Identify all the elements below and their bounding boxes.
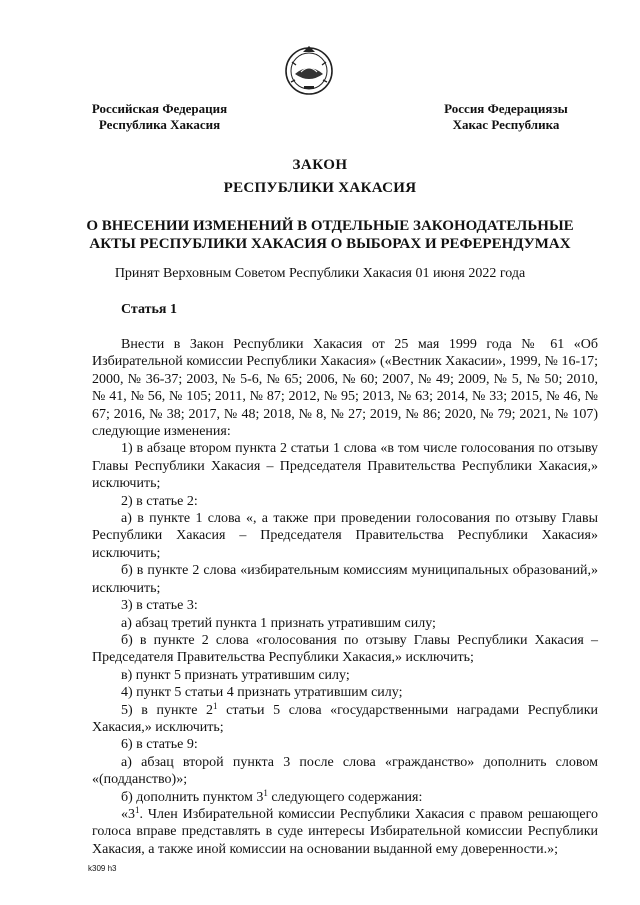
- paragraph-3c: в) пункт 5 признать утратившим силу;: [121, 667, 350, 683]
- paragraph-2a: а) в пункте 1 слова «, а также при проведении голосования по отзыву Главы Республики Хакасия – Председателя Правительства Республики Хакасия» исключить;: [92, 511, 598, 561]
- paragraph-5-sup: 1: [213, 700, 218, 711]
- paragraph-6b-pre: б) дополнить пунктом 3: [121, 789, 264, 805]
- header-right-block: [438, 101, 574, 133]
- coat-of-arms-emblem-icon: [283, 44, 335, 96]
- header-left-country: Российская Федерация: [91, 101, 228, 116]
- paragraph-1: 1) в абзаце втором пункта 2 статьи 1 слова «в том числе голосования по отзыву Главы Республики Хакасия – Председателя Правительства Республики Хакасия,» исключить;: [92, 441, 598, 492]
- paragraph-2: 2) в статье 2:: [121, 493, 198, 509]
- header-left-block: [82, 101, 237, 133]
- paragraph-6-quote-sup: 1: [135, 804, 140, 815]
- paragraph-6b-post: следующего содержания:: [267, 789, 423, 805]
- header-left-republic: Республика Хакасия: [98, 117, 221, 132]
- paragraph-4: 4) пункт 5 статьи 4 признать утратившим силу;: [121, 685, 403, 701]
- paragraph-5: [92, 702, 598, 737]
- paragraph-3b: б) в пункте 2 слова «голосования по отзыву Главы Республики Хакасия – Председателя Правительства Республики Хакасия,» исключить;: [92, 632, 598, 666]
- header-right-country: Россия Федерациязы: [444, 101, 568, 116]
- header-right-republic: Хакас Республика: [452, 117, 560, 132]
- adoption-note: Принят Верховным Советом Республики Хакасия 01 июня 2022 года: [114, 266, 526, 281]
- paragraph-5-pre: 5) в пункте 2: [121, 702, 214, 718]
- document-type: ЗАКОН: [292, 157, 348, 173]
- paragraph-3: 3) в статье 3:: [121, 598, 198, 614]
- paragraph-2b: б) в пункте 2 слова «избирательным комиссиям муниципальных образований,» исключить;: [92, 563, 598, 596]
- paragraph-6-quote: [92, 806, 598, 858]
- document-republic: РЕСПУБЛИКИ ХАКАСИЯ: [223, 180, 417, 196]
- paragraph-5-post: статьи 5 слова «государственными наградами Республики Хакасия,» исключить;: [92, 702, 598, 735]
- article-heading: Статья 1: [121, 302, 177, 317]
- paragraph-3a: а) абзац третий пункта 1 признать утратившим силу;: [121, 615, 436, 631]
- paragraph-6a: а) абзац второй пункта 3 после слова «гражданство» дополнить словом «(подданство)»;: [92, 754, 598, 788]
- paragraph-6-quote-post: . Член Избирательной комиссии Республики Хакасия с правом решающего голоса вправе представлять в суде интересы Избирательной комиссии Республики Хакасия, а также иной комиссии на основании выданной ему доверенности.»;: [92, 806, 598, 857]
- law-title: О ВНЕСЕНИИ ИЗМЕНЕНИЙ В ОТДЕЛЬНЫЕ ЗАКОНОДАТЕЛЬНЫЕ АКТЫ РЕСПУБЛИКИ ХАКАСИЯ О ВЫБОРАХ И РЕФЕРЕНДУМАХ: [86, 218, 574, 252]
- paragraph-6b: [92, 789, 598, 806]
- law-body: [92, 336, 598, 858]
- paragraph-intro: Внести в Закон Республики Хакасия от 25 мая 1999 года № 61 «Об Избирательной комиссии Республики Хакасия» («Вестник Хакасии», 1999, № 16-17; 2000, № 36-37; 2003, № 5-6, № 65; 2006, № 60; 2007, № 49; 2009, № 5, № 50; 2010, № 41, № 56, № 105; 2011, № 87; 2012, № 95; 2013, № 63; 2014, № 33; 2015, № 46, № 67; 2016, № 38; 2017, № 48; 2018, № 8, № 27; 2019, № 86; 2020, № 79; 2021, № 107) следующие изменения:: [92, 337, 598, 440]
- paragraph-6-quote-pre: «3: [121, 806, 135, 822]
- paragraph-6b-sup: 1: [263, 787, 268, 798]
- footer-code: k309 h3: [88, 864, 117, 873]
- paragraph-6: 6) в статье 9:: [121, 737, 198, 753]
